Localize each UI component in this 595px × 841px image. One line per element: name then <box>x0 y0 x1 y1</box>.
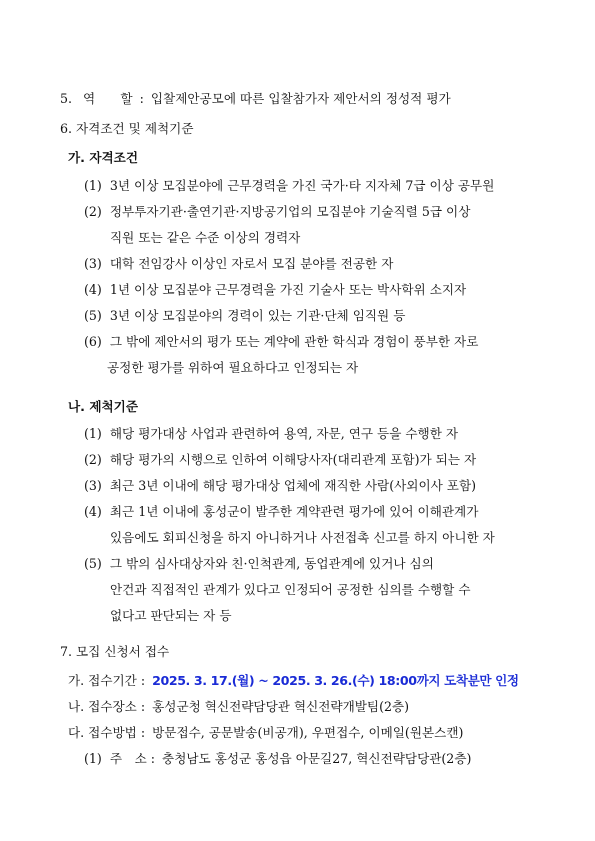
item-num: (4) <box>84 504 102 519</box>
item-text: 3년 이상 모집분야의 경력이 있는 기관·단체 임직원 등 <box>109 308 406 323</box>
role-text: 입찰제안공모에 따른 입찰참가자 제안서의 정성적 평가 <box>150 91 451 106</box>
item-text: 해당 평가대상 사업과 관련하여 용역, 자문, 연구 등을 수행한 자 <box>109 426 459 441</box>
item-num: (1) <box>84 426 102 441</box>
excl-item-5-cont1: 안건과 직접적인 관계가 있다고 인정되어 공정한 심의를 수행할 수 <box>110 582 471 597</box>
section-heading-7: 7. 모집 신청서 접수 <box>60 644 170 659</box>
item-text: 대학 전임강사 이상인 자로서 모집 분야를 전공한 자 <box>109 256 394 271</box>
item-text: 3년 이상 모집분야에 근무경력을 가진 국가·타 지자체 7급 이상 공무원 <box>109 178 495 193</box>
item-num: (5) <box>84 556 102 571</box>
role-line <box>60 91 451 107</box>
method-value: 방문접수, 공문발송(비공개), 우편접수, 이메일(원본스캔) <box>152 725 464 740</box>
item-num: (2) <box>84 452 102 467</box>
item-num: (6) <box>84 334 102 349</box>
address-num: (1) <box>84 751 102 766</box>
place-value: 홍성군청 혁신전략담당관 혁신전략개발팀(2층) <box>152 699 410 714</box>
excl-item-4-cont: 있음에도 회피신청을 하지 아니하거나 사전접촉 신고를 하지 아니한 자 <box>110 530 495 545</box>
reception-place <box>68 699 409 715</box>
item-num: (3) <box>84 478 102 493</box>
item-num: (2) <box>84 204 102 219</box>
item-number: 5. <box>60 91 73 106</box>
item-text: 그 밖의 심사대상자와 친·인척관계, 동업관계에 있거나 심의 <box>109 556 434 571</box>
address-label: 주 소 : <box>109 751 156 766</box>
item-text: 그 밖에 제안서의 평가 또는 계약에 관한 학식과 경험이 풍부한 자로 <box>109 334 479 349</box>
address-value: 충청남도 홍성군 홍성읍 아문길27, 혁신전략담당관(2층) <box>162 751 472 766</box>
qual-item-6 <box>84 334 478 350</box>
item-text: 최근 1년 이내에 홍성군이 발주한 계약관련 평가에 있어 이해관계가 <box>109 504 479 519</box>
qual-item-2 <box>84 204 470 220</box>
method-label: 다. 접수방법 : <box>68 725 146 740</box>
qual-item-6-cont: 공정한 평가를 위하여 필요하다고 인정되는 자 <box>107 360 359 375</box>
reception-address <box>84 751 471 767</box>
item-text: 1년 이상 모집분야 근무경력을 가진 기술사 또는 박사학위 소지자 <box>109 282 467 297</box>
qual-item-4 <box>84 282 466 298</box>
qual-item-5 <box>84 308 405 324</box>
period-value: 2025. 3. 17.(월) ~ 2025. 3. 26.(수) 18:00까지 도착분만 인정 <box>152 673 519 688</box>
item-num: (3) <box>84 256 102 271</box>
reception-period <box>68 673 519 689</box>
item-text: 해당 평가의 시행으로 인하여 이해당사자(대리관계 포함)가 되는 자 <box>109 452 477 467</box>
excl-item-4 <box>84 504 478 520</box>
excl-item-5 <box>84 556 434 572</box>
excl-item-1 <box>84 426 458 442</box>
section-heading-6: 6. 자격조건 및 제척기준 <box>60 121 194 136</box>
item-num: (5) <box>84 308 102 323</box>
excl-item-5-cont2: 없다고 판단되는 자 등 <box>110 608 232 623</box>
colon: : <box>139 91 144 106</box>
excl-item-2 <box>84 452 476 468</box>
exclusions-title: 나. 제척기준 <box>68 399 138 414</box>
item-num: (4) <box>84 282 102 297</box>
qual-item-2-cont: 직원 또는 같은 수준 이상의 경력자 <box>110 230 301 245</box>
reception-method <box>68 725 463 741</box>
period-label: 가. 접수기간 : <box>68 673 146 688</box>
qual-item-3 <box>84 256 393 272</box>
item-text: 정부투자기관·출연기관·지방공기업의 모집분야 기술직렬 5급 이상 <box>109 204 471 219</box>
item-text: 최근 3년 이내에 해당 평가대상 업체에 재직한 사람(사외이사 포함) <box>109 478 477 493</box>
excl-item-3 <box>84 478 476 494</box>
role-label: 역 할 <box>83 91 133 106</box>
item-num: (1) <box>84 178 102 193</box>
qualifications-title: 가. 자격조건 <box>68 150 138 165</box>
qual-item-1 <box>84 178 494 194</box>
place-label: 나. 접수장소 : <box>68 699 146 714</box>
